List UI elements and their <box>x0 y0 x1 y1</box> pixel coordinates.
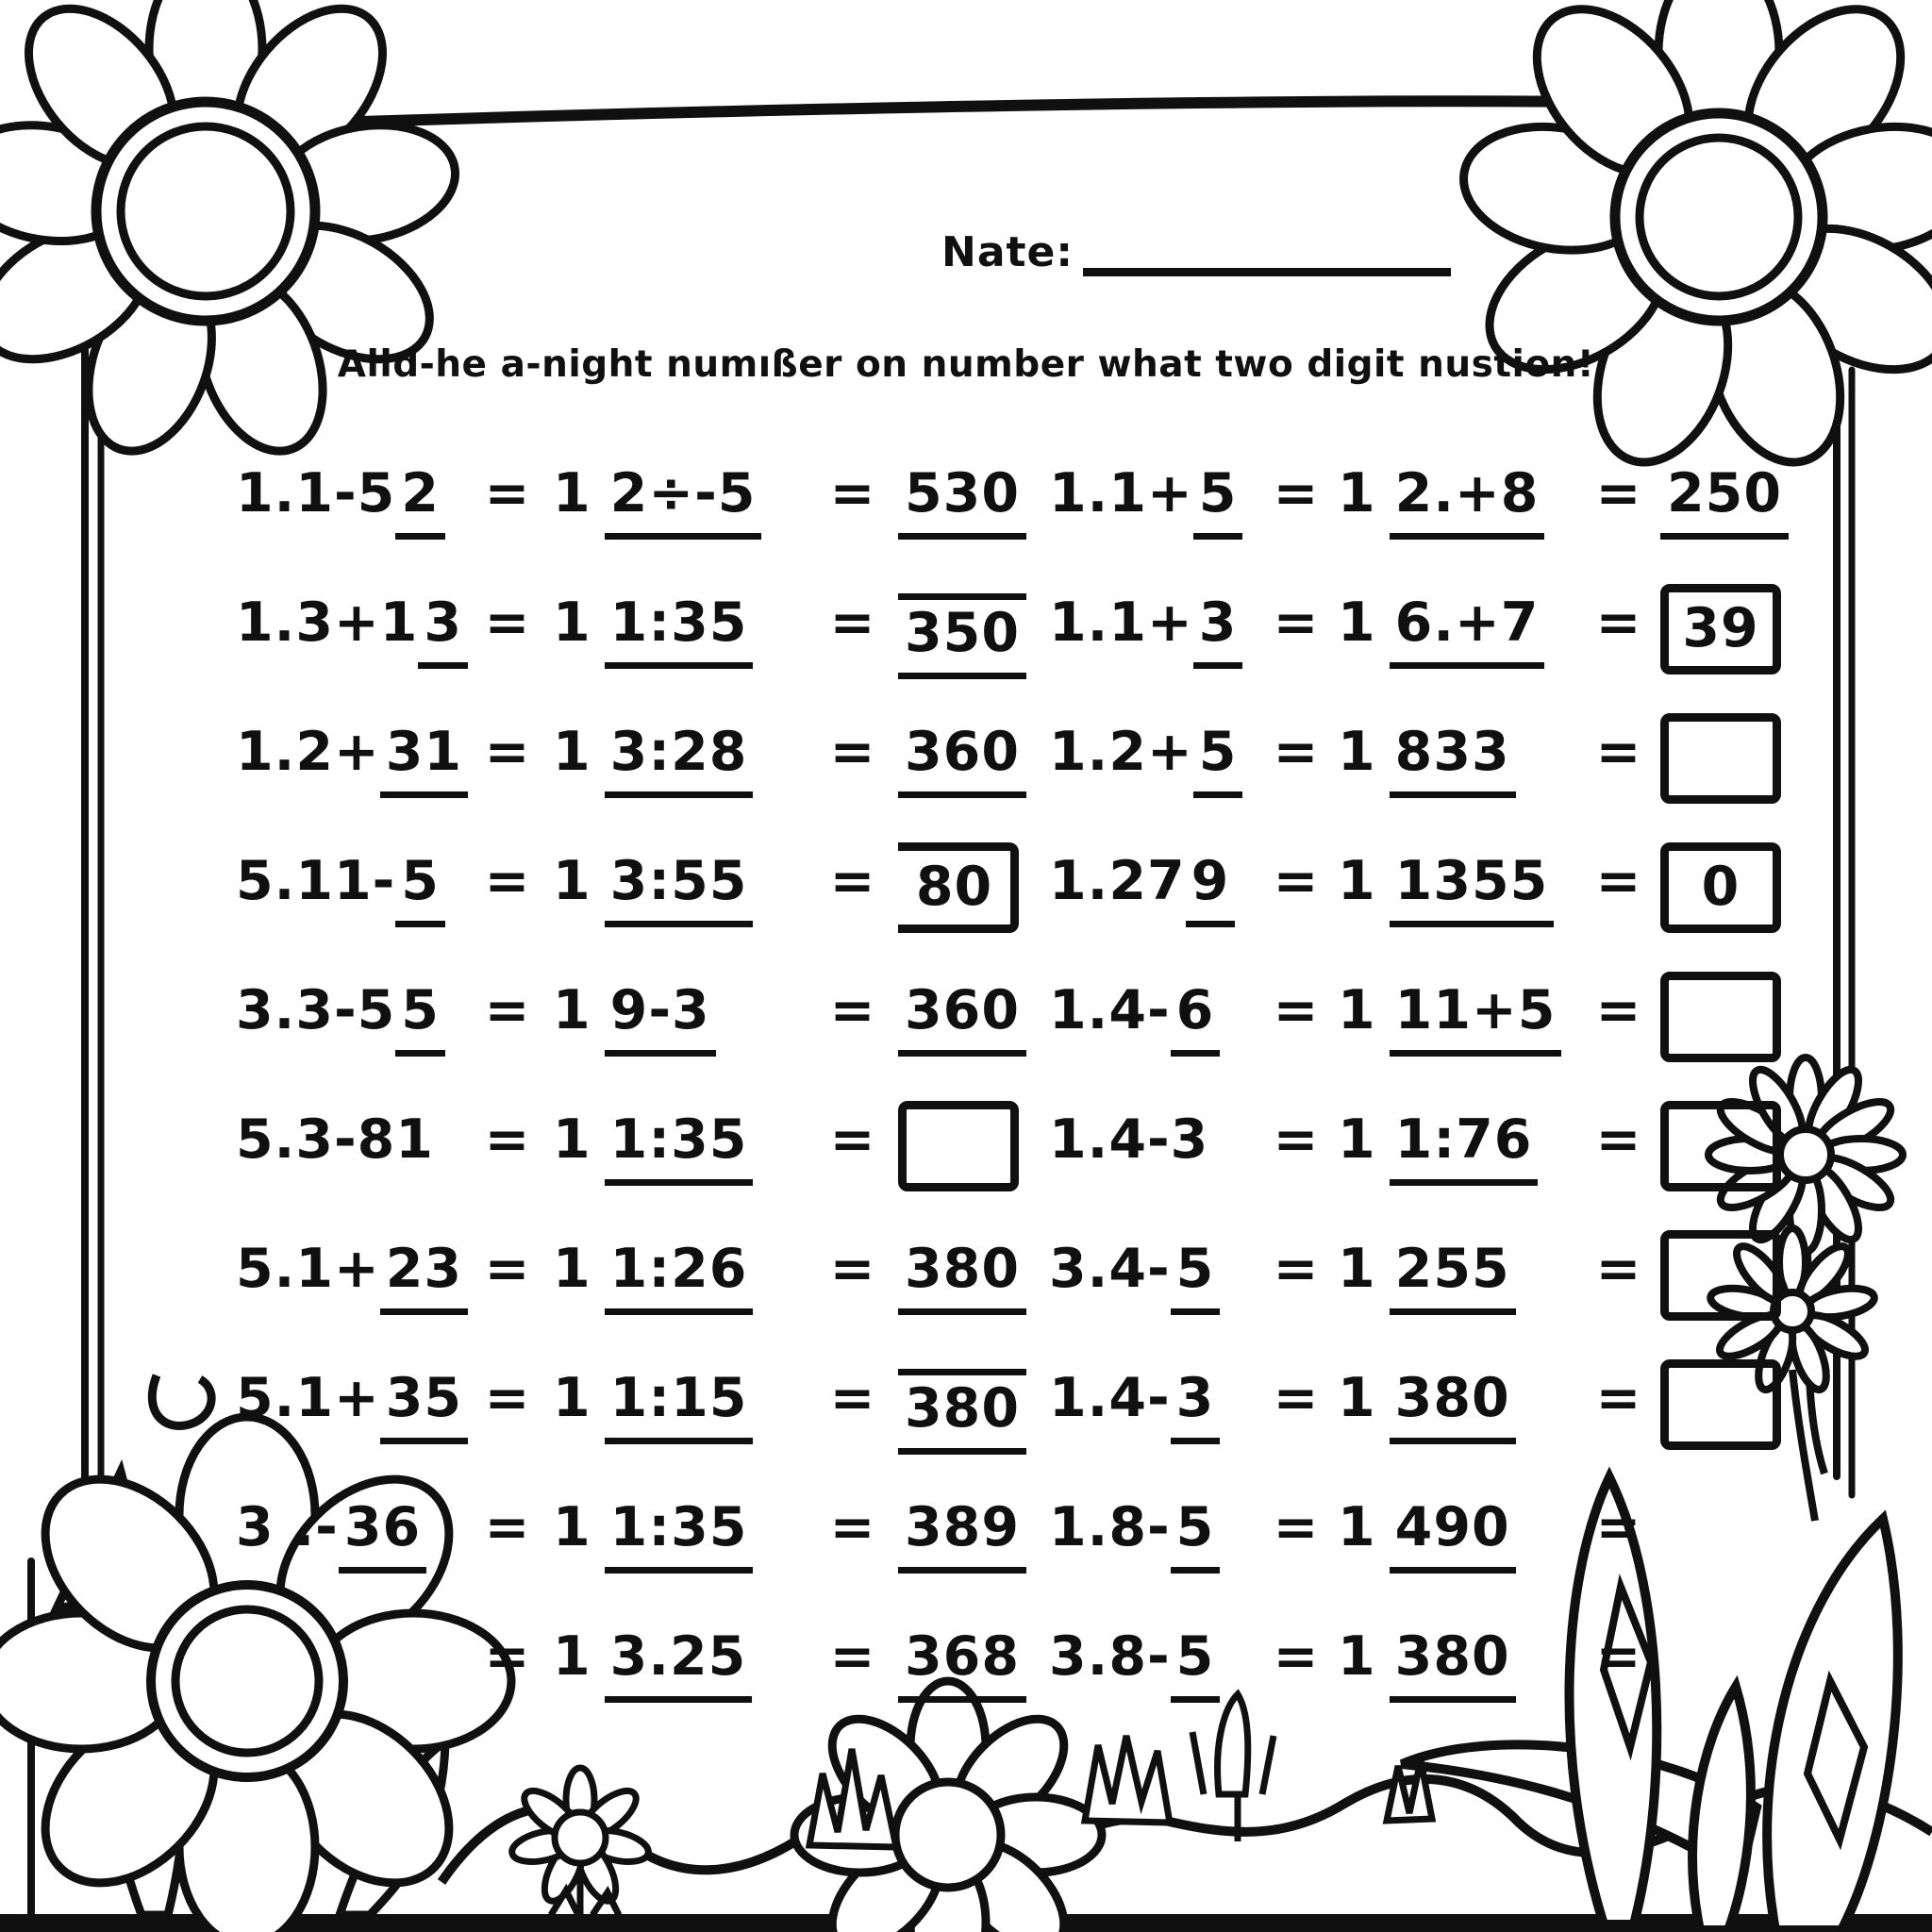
expression-mid <box>1338 1627 1577 1703</box>
lhs-text: 5.1+ <box>236 1238 380 1300</box>
lhs-text: 5.1+ <box>236 1367 380 1429</box>
expression-mid <box>1338 1240 1577 1315</box>
answer: 380 <box>898 1369 1026 1455</box>
name-label: Nate: <box>941 228 1074 276</box>
problem-row <box>236 1369 1026 1455</box>
expression-mid <box>1338 593 1577 669</box>
expression-mid <box>1338 852 1577 927</box>
mid-underlined: 6.+7 <box>1390 593 1545 669</box>
answer: 530 <box>898 464 1026 540</box>
answer: 250 <box>1660 464 1789 540</box>
equals-sign: = <box>1273 1108 1320 1171</box>
equals-sign: = <box>1595 1238 1642 1300</box>
lhs-underlined: 9 <box>1186 852 1236 927</box>
expression-mid <box>1338 1110 1577 1186</box>
lhs-underlined: 5 <box>1171 1240 1221 1315</box>
lhs-underlined: 35 <box>380 1369 468 1444</box>
lhs-text: 1.3+1 <box>236 591 419 654</box>
expression-mid <box>1338 723 1577 798</box>
expression-lhs <box>1049 1498 1255 1574</box>
answer-box <box>1660 1101 1781 1191</box>
expression-lhs <box>1049 593 1255 669</box>
mid-prefix: 1 <box>1338 1238 1376 1300</box>
expression-lhs <box>236 981 462 1057</box>
equals-sign: = <box>829 1496 876 1558</box>
lhs-text: 3.4- <box>1049 1238 1171 1300</box>
equals-sign: = <box>829 1625 876 1688</box>
expression-mid <box>553 593 808 669</box>
expression-lhs <box>1049 852 1255 927</box>
lhs-text: 1.1+ <box>1049 462 1193 525</box>
problem-row <box>1049 464 1789 540</box>
equals-sign: = <box>829 1108 876 1171</box>
expression-mid <box>1338 981 1577 1057</box>
expression-mid <box>553 981 808 1057</box>
lhs-text: 1.1+ <box>1049 591 1193 654</box>
mid-prefix: 1 <box>553 850 591 912</box>
worksheet-title: Alld-he a-night numıßer on number what two digit nustion! <box>337 343 1595 386</box>
answer: 360 <box>898 981 1026 1057</box>
mid-prefix: 1 <box>1338 979 1376 1041</box>
equals-sign: = <box>484 979 531 1041</box>
answer-box <box>1660 1230 1781 1321</box>
equals-sign: = <box>829 721 876 783</box>
mid-prefix: 1 <box>553 721 591 783</box>
answer: 350 <box>898 593 1026 679</box>
problem-row <box>236 1627 1026 1703</box>
expression-lhs <box>1049 1240 1255 1315</box>
mid-prefix: 1 <box>553 1108 591 1171</box>
lhs-underlined: 5 <box>1193 464 1243 540</box>
mid-prefix: 1 <box>1338 1367 1376 1429</box>
equals-sign: = <box>1595 591 1642 654</box>
equals-sign: = <box>1273 1496 1320 1558</box>
mid-prefix: 1 <box>1338 850 1376 912</box>
equals-sign: = <box>829 1367 876 1429</box>
expression-lhs <box>236 593 462 669</box>
mid-underlined: 2÷-5 <box>605 464 762 540</box>
equals-sign: = <box>484 1367 531 1429</box>
lhs-text: 1.2+ <box>1049 721 1193 783</box>
answer-box: 0 <box>1660 842 1781 933</box>
lhs-text: 5.3-81 <box>236 1108 434 1171</box>
mid-prefix: 1 <box>1338 591 1376 654</box>
lhs-text: 5.11- <box>236 850 396 912</box>
answer-box <box>898 1101 1019 1191</box>
mid-underlined: 3.25 <box>605 1627 753 1703</box>
equals-sign: = <box>829 462 876 525</box>
expression-lhs <box>1049 464 1255 540</box>
mid-underlined: 1355 <box>1390 852 1555 927</box>
expression-mid <box>1338 464 1577 540</box>
mid-prefix: 1 <box>553 1625 591 1688</box>
lhs-text: 1.1-5 <box>236 462 396 525</box>
equals-sign: = <box>1595 1367 1642 1429</box>
problem-row <box>1049 1627 1660 1703</box>
expression-lhs <box>1049 1369 1255 1444</box>
mid-underlined: 2.+8 <box>1390 464 1545 540</box>
equals-sign: = <box>484 1625 531 1688</box>
expression-mid <box>553 852 808 927</box>
problem-row <box>1049 1240 1781 1321</box>
answer-box <box>1660 972 1781 1062</box>
expression-lhs <box>236 1240 462 1315</box>
expression-lhs <box>236 1498 462 1574</box>
problem-row <box>1049 1498 1660 1574</box>
mid-underlined: 1:35 <box>605 593 754 669</box>
expression-mid <box>553 1369 808 1444</box>
equals-sign: = <box>1595 721 1642 783</box>
problem-row <box>1049 723 1781 804</box>
equals-sign: = <box>829 979 876 1041</box>
mid-underlined: 1:76 <box>1390 1110 1539 1186</box>
equals-sign: = <box>829 1238 876 1300</box>
problem-row <box>1049 1369 1781 1450</box>
expression-lhs <box>236 1110 462 1171</box>
mid-underlined: 3:55 <box>605 852 754 927</box>
equals-sign: = <box>484 1108 531 1171</box>
lhs-underlined: 5 <box>395 981 445 1057</box>
mid-prefix: 1 <box>553 591 591 654</box>
lhs-text: 1.4- <box>1049 1367 1171 1429</box>
expression-mid <box>553 1110 808 1186</box>
equals-sign: = <box>484 1496 531 1558</box>
equals-sign: = <box>484 591 531 654</box>
expression-mid <box>553 464 808 540</box>
lhs-text: 1.2+ <box>236 721 380 783</box>
expression-lhs <box>236 852 462 927</box>
mid-underlined: 9-3 <box>605 981 716 1057</box>
mid-underlined: 380 <box>1390 1369 1516 1444</box>
problem-row <box>236 723 1026 798</box>
lhs-underlined: 5 <box>1193 723 1243 798</box>
lhs-text: 3 .- <box>236 1496 339 1558</box>
expression-lhs <box>236 1369 462 1444</box>
problem-row <box>236 1110 1019 1191</box>
expression-mid <box>553 1240 808 1315</box>
equals-sign: = <box>484 1238 531 1300</box>
problem-row <box>236 464 1026 540</box>
equals-sign: = <box>1273 1367 1320 1429</box>
answer-box: 39 <box>1660 584 1781 675</box>
lhs-underlined: 31 <box>380 723 468 798</box>
mid-prefix: 1 <box>1338 1496 1376 1558</box>
lhs-underlined: 36 <box>339 1498 426 1574</box>
lhs-text: 3.3-5 <box>236 979 396 1041</box>
equals-sign: = <box>1595 1496 1642 1558</box>
expression-mid <box>553 1627 808 1703</box>
lhs-underlined: 3 <box>418 593 468 669</box>
expression-mid <box>1338 1498 1577 1574</box>
expression-mid <box>1338 1369 1577 1444</box>
equals-sign: = <box>484 721 531 783</box>
expression-lhs <box>1049 1627 1255 1703</box>
mid-underlined: 1:35 <box>605 1110 754 1186</box>
expression-lhs <box>1049 981 1255 1057</box>
problem-row <box>1049 981 1781 1062</box>
equals-sign: = <box>1273 721 1320 783</box>
expression-lhs <box>236 723 462 798</box>
equals-sign: = <box>484 850 531 912</box>
expression-mid <box>553 723 808 798</box>
problem-row <box>236 852 1019 933</box>
answer: 389 <box>898 1498 1026 1574</box>
equals-sign: = <box>1273 850 1320 912</box>
equals-sign: = <box>829 850 876 912</box>
problem-row <box>236 981 1026 1057</box>
lhs-underlined: 6 <box>1171 981 1221 1057</box>
name-blank-line <box>1083 225 1451 276</box>
lhs-underlined: 2 <box>395 464 445 540</box>
lhs-underlined: 5 <box>395 852 445 927</box>
lhs-text: 1.4- <box>1049 979 1171 1041</box>
lhs-text: 1.4-3 <box>1049 1108 1209 1171</box>
equals-sign: = <box>1273 462 1320 525</box>
mid-underlined: 490 <box>1390 1498 1516 1574</box>
problem-row <box>1049 852 1781 933</box>
mid-prefix: 1 <box>553 979 591 1041</box>
lhs-underlined: 3 <box>1171 1369 1221 1444</box>
lhs-underlined: 23 <box>380 1240 468 1315</box>
lhs-text: 1.27 <box>1049 850 1186 912</box>
problem-row <box>1049 593 1781 675</box>
mid-prefix: 1 <box>1338 721 1376 783</box>
answer: 368 <box>898 1627 1026 1703</box>
mid-prefix: 1 <box>553 1238 591 1300</box>
problem-row <box>1049 1110 1781 1191</box>
expression-lhs <box>236 464 462 540</box>
problem-row <box>236 1240 1026 1315</box>
equals-sign: = <box>1595 462 1642 525</box>
equals-sign: = <box>1273 1238 1320 1300</box>
mid-underlined: 833 <box>1390 723 1516 798</box>
expression-lhs <box>1049 723 1255 798</box>
lhs-underlined: 5 <box>1171 1627 1221 1703</box>
answer-box <box>1660 1359 1781 1450</box>
mid-underlined: 3:28 <box>605 723 754 798</box>
equals-sign: = <box>1273 1625 1320 1688</box>
mid-underlined: 255 <box>1390 1240 1516 1315</box>
name-field <box>941 225 1451 276</box>
mid-underlined: 1:35 <box>605 1498 754 1574</box>
equals-sign: = <box>1595 850 1642 912</box>
mid-underlined: 380 <box>1390 1627 1516 1703</box>
equals-sign: = <box>829 591 876 654</box>
expression-lhs <box>1049 1110 1255 1171</box>
mid-underlined: 11+5 <box>1390 981 1562 1057</box>
mid-underlined: 1:26 <box>605 1240 754 1315</box>
mid-prefix: 1 <box>1338 1108 1376 1171</box>
problem-row <box>236 1498 1026 1574</box>
equals-sign: = <box>1595 1625 1642 1688</box>
lhs-text: 1.8- <box>1049 1496 1171 1558</box>
mid-prefix: 1 <box>553 1496 591 1558</box>
mid-prefix: 1 <box>553 462 591 525</box>
mid-prefix: 1 <box>553 1367 591 1429</box>
answer: 360 <box>898 723 1026 798</box>
equals-sign: = <box>1595 1108 1642 1171</box>
answer-box: 80 <box>898 842 1019 933</box>
expression-mid <box>553 1498 808 1574</box>
equals-sign: = <box>484 462 531 525</box>
lhs-underlined: 5 <box>1171 1498 1221 1574</box>
equals-sign: = <box>1273 591 1320 654</box>
mid-prefix: 1 <box>1338 462 1376 525</box>
lhs-text: 3.8- <box>1049 1625 1171 1688</box>
equals-sign: = <box>1273 979 1320 1041</box>
lhs-underlined: 3 <box>1193 593 1243 669</box>
equals-sign: = <box>1595 979 1642 1041</box>
mid-prefix: 1 <box>1338 1625 1376 1688</box>
answer: 380 <box>898 1240 1026 1315</box>
mid-underlined: 1:15 <box>605 1369 754 1444</box>
answer-box <box>1660 713 1781 804</box>
problem-row <box>236 593 1026 679</box>
